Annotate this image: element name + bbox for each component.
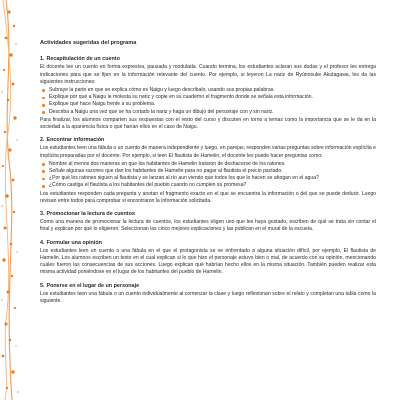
section-number: 3. <box>40 211 45 218</box>
section-1 <box>40 56 376 131</box>
bullet-list <box>40 161 376 190</box>
section-title: Ponerse en el lugar de un personaje <box>46 282 140 289</box>
decorative-orange-vine <box>0 0 22 400</box>
bullet-item: ¿Cómo castiga el flautista a los habitantes del pueblo cuando no cumplen su promesa? <box>49 182 376 189</box>
section-heading <box>40 211 376 218</box>
section-title: Formular una opinión <box>46 239 102 246</box>
section-number: 4. <box>40 239 45 246</box>
section-closing-paragraph: Para finalizar, los alumnos comparten sus respuestas con el resto del curso y discuten en torno a temas como la importancia que se le da en la sociedad a la apariencia física o qué harían ellos en el caso de Naigu. <box>40 116 376 131</box>
section-4 <box>40 240 376 277</box>
section-intro-paragraph: Los estudiantes leen una fábula o un cuento individualmente al comenzar la clase y luego reflexionan sobre el relato y completan una tabla como la siguiente. <box>40 290 376 305</box>
section-intro-paragraph: El docente lee un cuento en forma expresiva, pausada y modulada. Cuando termina, los estudiantes aclaran sus dudas y el profesor les entrega indicaciones para que se fijen en la información relevante del cuento. Por ejemplo, si leyeron La nariz de Ryūnosuke Akutagawa, les da las siguientes instrucciones: <box>40 64 376 85</box>
section-heading <box>40 137 376 144</box>
section-title: Promocionar la lectura de cuentos <box>46 211 135 218</box>
sections-container <box>40 56 376 305</box>
bullet-list <box>40 87 376 116</box>
section-intro-paragraph: Como una manera de promocionar la lectura de cuentos, los estudiantes eligen uno que les haya gustado, escriben de qué se trata sin contar el final y explican por qué lo eligieron. Seleccionan las cinco mejores explicaciones y las publican en el mural de la escuela. <box>40 219 376 233</box>
section-intro-paragraph: Los estudiantes leen un cuento o una fábula en el que el protagonista se ve enfrentado a alguna situación difícil, por ejemplo, El flautista de Hamelin. Los alumnos escriben un texto en el cual explican si lo que hizo el personaje estuvo bien o mal, de acuerdo con su opinión, mencionando cuáles fueron las consecuencias de sus acciones. Luego explican qué habrían hecho ellos en la misma situación. También pueden realizar esta misma actividad poniéndose en el lugar de los habitantes del pueblo de Hamelin. <box>40 247 376 276</box>
section-intro-paragraph: Los estudiantes leen una fábula o un cuento de manera independiente y luego, en parejas, responden varias preguntas sobre información explícita e implícita preparadas por el docente. Por ejemplo, si leen El flautista de Hamelin, el docente les puede hacer preguntas como: <box>40 145 376 159</box>
document-page <box>40 40 376 400</box>
bullet-item: ¿Por qué los ratones siguen al flautista y se lanzan al río aun viendo que todos los que lo hacen se ahogan en el agua? <box>49 175 376 182</box>
section-number: 2. <box>40 137 45 144</box>
section-3 <box>40 211 376 234</box>
bullet-item: Subraye la parte en que se explica cómo es Naigu y luego describalo, usando sus propias palabras. <box>49 87 376 94</box>
section-title: Encontrar información <box>46 137 105 144</box>
section-title: Recapitulación de un cuento <box>46 56 120 63</box>
bullet-item: Señale algunas razones que dan los habitantes de Hamelin para no pagar al flautista el precio pactado. <box>49 168 376 175</box>
bullet-item: Explique por qué a Naigu le molesta su nariz y copie en su cuaderno el fragmento donde se señala esta información. <box>49 94 376 101</box>
section-heading <box>40 56 376 63</box>
section-closing-paragraph: Los estudiantes responden cada pregunta y anotan el fragmento exacto en el que se encuentra la información o del que se puede deducir. Luego revisan entre todos para comprobar si encontraron la información solicitada. <box>40 190 376 204</box>
document-title: Actividades sugeridas del programa <box>40 40 137 46</box>
section-number: 5. <box>40 282 45 289</box>
section-heading <box>40 240 376 247</box>
bullet-item: Explique qué hace Naigu frente a su problema. <box>49 101 376 108</box>
section-2 <box>40 137 376 205</box>
bullet-item: Nombre al menos dos maneras en que los habitantes de Hamelin trataron de deshacerse de los ratones. <box>49 161 376 168</box>
section-number: 1. <box>40 56 45 63</box>
section-heading <box>40 283 376 290</box>
bullet-item: Describa a Naigu una vez que se ha cortado la nariz y haga un dibujo del personaje con y sin nariz. <box>49 109 376 116</box>
section-5 <box>40 283 376 306</box>
